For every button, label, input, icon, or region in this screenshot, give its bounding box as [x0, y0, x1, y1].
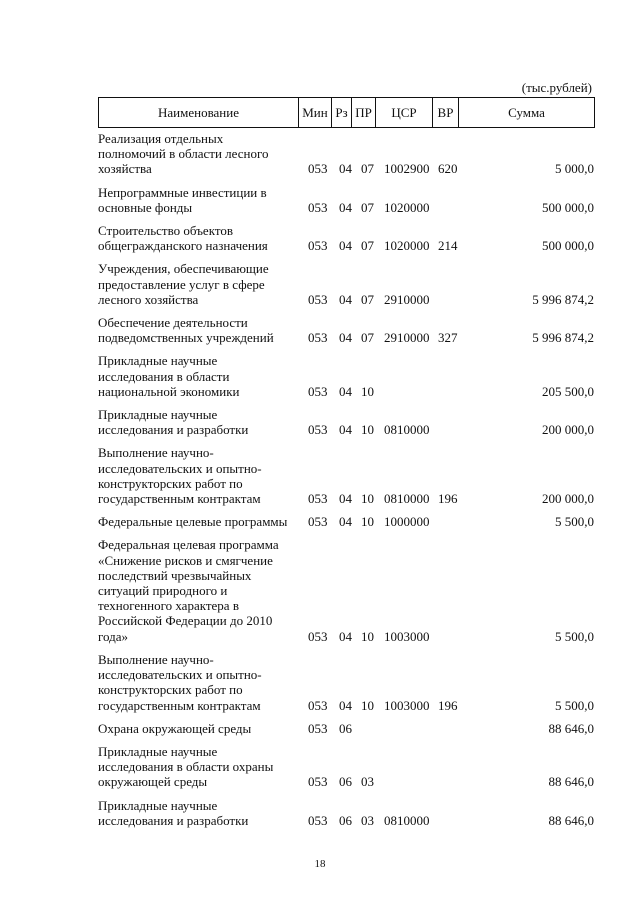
row-pr: 10 [361, 422, 374, 438]
table-row [98, 407, 598, 437]
row-name: Прикладные научные исследования в области охраны окружающей среды [98, 743, 274, 790]
header-rz: Рз [332, 98, 352, 128]
row-name: Охрана окружающей среды [98, 720, 252, 736]
row-min: 053 [308, 491, 328, 507]
row-pr: 10 [361, 514, 374, 530]
table-row [98, 261, 598, 307]
table-row [98, 798, 598, 828]
header-sum: Сумма [459, 98, 595, 128]
row-rz: 04 [339, 628, 352, 644]
row-rz: 04 [339, 199, 352, 215]
row-rz: 04 [339, 383, 352, 399]
row-min: 053 [308, 161, 328, 177]
row-csr: 1020000 [384, 199, 430, 215]
row-rz: 04 [339, 291, 352, 307]
row-name: Непрограммные инвестиции в основные фонды [98, 184, 267, 215]
header-pr: ПР [352, 98, 376, 128]
row-rz: 04 [339, 330, 352, 346]
header-vr: ВР [433, 98, 459, 128]
row-sum: 5 500,0 [555, 514, 594, 530]
row-pr: 07 [361, 238, 374, 254]
table-row [98, 652, 598, 713]
row-vr: 196 [438, 491, 458, 507]
row-csr: 0810000 [384, 422, 430, 438]
row-pr: 07 [361, 161, 374, 177]
row-pr: 07 [361, 330, 374, 346]
row-rz: 04 [339, 514, 352, 530]
row-sum: 200 000,0 [542, 491, 594, 507]
row-name: Выполнение научно-исследовательских и опытно-конструкторских работ по государственным контрактам [98, 445, 262, 507]
row-sum: 5 996 874,2 [532, 291, 594, 307]
row-min: 053 [308, 238, 328, 254]
page-number: 18 [314, 858, 326, 870]
row-pr: 03 [361, 774, 374, 790]
row-name: Реализация отдельных полномочий в области лесного хозяйства [98, 131, 269, 177]
row-min: 053 [308, 697, 328, 713]
row-rz: 06 [339, 812, 352, 828]
table-row [98, 131, 598, 177]
header-min: Мин [299, 98, 332, 128]
table-row [98, 537, 598, 643]
row-min: 053 [308, 422, 328, 438]
row-csr: 0810000 [384, 491, 430, 507]
row-min: 053 [308, 514, 328, 530]
table-row [98, 721, 598, 736]
row-name: Прикладные научные исследования и разработки [98, 797, 249, 828]
table-body [98, 131, 598, 828]
row-name: Федеральная целевая программа «Снижение рисков и смягчение последствий чрезвычайных ситуаций природного и техногенного характера в Российской Федерации до 2010 года» [98, 537, 279, 644]
row-sum: 88 646,0 [548, 812, 594, 828]
row-min: 053 [308, 812, 328, 828]
row-sum: 5 500,0 [555, 697, 594, 713]
table-row [98, 514, 598, 529]
row-pr: 03 [361, 812, 374, 828]
row-name: Учреждения, обеспечивающие предоставление услуг в сфере лесного хозяйства [98, 261, 269, 307]
row-csr: 1000000 [384, 514, 430, 530]
row-pr: 10 [361, 491, 374, 507]
header-csr: ЦСР [376, 98, 433, 128]
table-row [98, 744, 598, 790]
table-header [98, 97, 595, 128]
row-pr: 07 [361, 291, 374, 307]
unit-label: (тыс.рублей) [521, 80, 592, 95]
row-rz: 06 [339, 774, 352, 790]
row-vr: 196 [438, 697, 458, 713]
row-min: 053 [308, 199, 328, 215]
row-vr: 327 [438, 330, 458, 346]
row-csr: 1003000 [384, 628, 430, 644]
row-min: 053 [308, 383, 328, 399]
row-rz: 04 [339, 161, 352, 177]
row-rz: 04 [339, 491, 352, 507]
row-sum: 5 996 874,2 [532, 330, 594, 346]
row-sum: 200 000,0 [542, 422, 594, 438]
row-rz: 04 [339, 697, 352, 713]
row-vr: 214 [438, 238, 458, 254]
row-name: Строительство объектов общегражданского назначения [98, 223, 268, 254]
row-csr: 1003000 [384, 697, 430, 713]
row-sum: 500 000,0 [542, 199, 594, 215]
row-name: Федеральные целевые программы [98, 514, 288, 530]
row-name: Прикладные научные исследования и разработки [98, 407, 249, 438]
row-rz: 04 [339, 238, 352, 254]
row-min: 053 [308, 330, 328, 346]
row-csr: 1020000 [384, 238, 430, 254]
table-row [98, 315, 598, 345]
table-row [98, 353, 598, 399]
row-csr: 0810000 [384, 812, 430, 828]
row-sum: 500 000,0 [542, 238, 594, 254]
table-row [98, 223, 598, 253]
row-pr: 07 [361, 199, 374, 215]
row-sum: 5 000,0 [555, 161, 594, 177]
row-sum: 205 500,0 [542, 383, 594, 399]
row-pr: 10 [361, 383, 374, 399]
row-rz: 04 [339, 422, 352, 438]
row-name: Прикладные научные исследования в области национальной экономики [98, 353, 240, 399]
row-csr: 2910000 [384, 330, 430, 346]
header-name: Наименование [99, 98, 299, 128]
table-row [98, 185, 598, 215]
row-csr: 2910000 [384, 291, 430, 307]
row-sum: 88 646,0 [548, 720, 594, 736]
row-pr: 10 [361, 628, 374, 644]
row-csr: 1002900 [384, 161, 430, 177]
row-vr: 620 [438, 161, 458, 177]
row-name: Выполнение научно-исследовательских и опытно-конструкторских работ по государственным контрактам [98, 651, 262, 713]
row-sum: 88 646,0 [548, 774, 594, 790]
row-min: 053 [308, 291, 328, 307]
row-min: 053 [308, 774, 328, 790]
row-min: 053 [308, 628, 328, 644]
row-pr: 10 [361, 697, 374, 713]
row-rz: 06 [339, 720, 352, 736]
row-sum: 5 500,0 [555, 628, 594, 644]
row-name: Обеспечение деятельности подведомственных учреждений [98, 315, 274, 346]
row-min: 053 [308, 720, 328, 736]
table-row [98, 445, 598, 506]
